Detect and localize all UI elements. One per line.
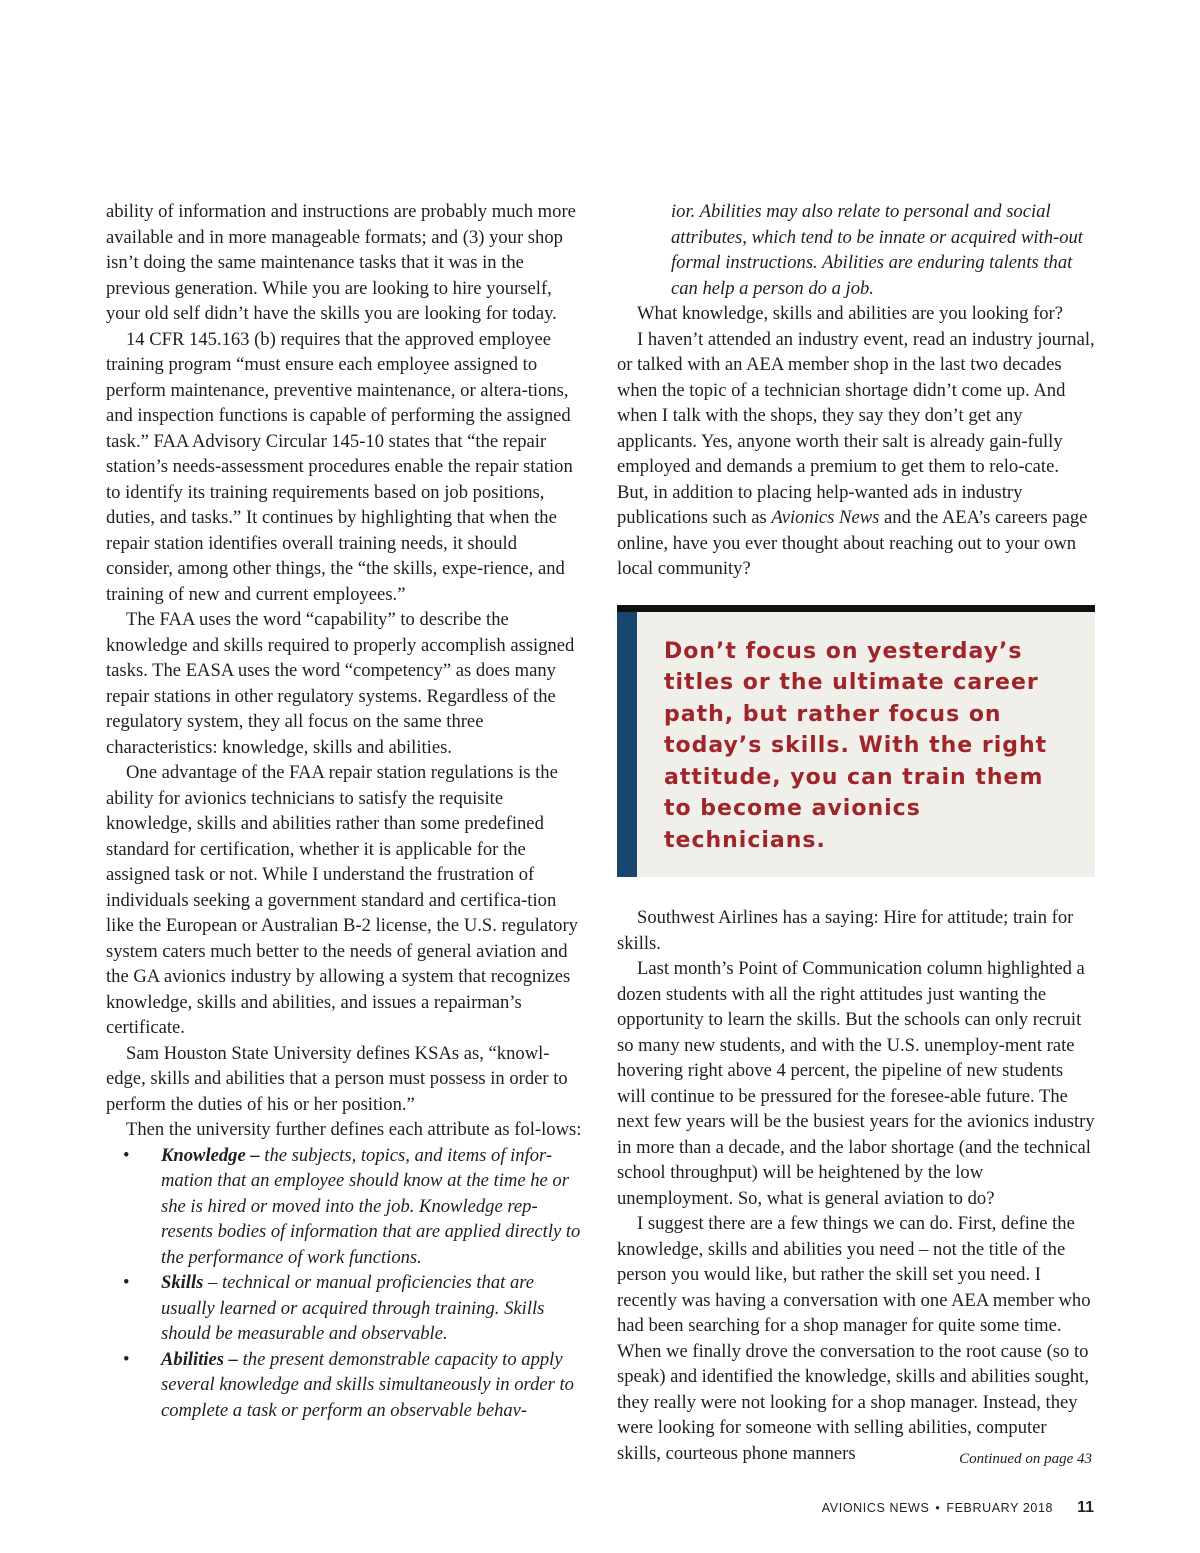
continued-note: Continued on page 43 [959,1451,1092,1467]
body-paragraph: Sam Houston State University defines KSAs as, “knowl-edge, skills and abilities that a person must possess in order to perform the duties of his or her position.” [106,1042,568,1115]
body-paragraph: Then the university further defines each attribute as fol-lows: [126,1119,582,1140]
definition-text: – technical or manual proficiencies that are usually learned or acquired through training. Skills should be measurable and observable. [161,1272,545,1344]
list-item [106,1270,584,1347]
text-run: I haven’t attended an industry event, read an industry journal, or talked with an AEA member shop in the last two decades when the topic of a technician shortage didn’t come up. And when I talk with the shops, they say they don’t get any applicants. Yes, anyone worth their salt is already gain-fully employed and demands a premium to get them to relo-cate. But, in addition to placing help-wanted ads in industry publications such as [617,328,1095,528]
definition-text: the present demonstrable capacity to apply several knowledge and skills simultaneously in order to complete a task or perform an observable behav- [161,1348,574,1421]
definition-term: Skills [161,1272,204,1293]
body-paragraph: Last month’s Point of Communication column highlighted a dozen students with all the right attitudes just wanting the opportunity to learn the skills. But the schools can only recruit so many new students, and with the U.S. unemploy-ment rate hovering right above 4 percent, the pipeline of new students will continue to be pressured for the foresee-able future. The next few years will be the busiest years for the avionics industry in more than a decade, and the labor shortage (and the technical school throughput) will be heightened by the low unemployment. So, what is general aviation to do? [617,958,1095,1209]
definition-text: the subjects, topics, and items of infor-mation that an employee should know at the time he or she is hired or moved into the job. Knowledge rep-resents bodies of information that are applied directly to the performance of work functions. [161,1144,581,1268]
pull-quote-text: Don’t focus on yesterday’s titles or the ultimate career path, but rather focus on today’s skills. With the right attitude, you can train them to become avionics technicians. [664,638,1048,853]
body-paragraph: What knowledge, skills and abilities are you looking for? [637,303,1064,324]
definition-term: Abilities – [161,1348,238,1370]
body-paragraph: I suggest there are a few things we can do. First, define the knowledge, skills and abilities you need – not the title of the person you would like, but rather the skill set you need. I recently was having a conversation with one AEA member who had been searching for a shop manager for quite some time. When we finally drove the conversation to the root cause (so to speak) and identified the knowledge, skills and abilities sought, they really were not looking for a shop manager. Instead, they were looking for someone with selling abilities, computer skills, courteous phone manners [617,1213,1091,1464]
bullet-glyph: • [123,1144,130,1166]
body-paragraph: One advantage of the FAA repair station regulations is the ability for avionics technicians to satisfy the requisite knowledge, skills and abilities rather than some predefined standard for certification, whether it is applicable for the assigned task or not. While I understand the frustration of individuals seeking a government standard and certifica-tion like the European or Australian B-2 license, the U.S. regulatory system caters much better to the needs of general aviation and the GA avionics industry by allowing a system that recognizes knowledge, skills and abilities, and issues a repairman’s certificate. [106,762,578,1038]
body-paragraph: Southwest Airlines has a saying: Hire for attitude; train for skills. [617,907,1074,954]
footer-issue: FEBRUARY 2018 [946,1501,1054,1515]
pull-quote [617,605,1095,878]
body-paragraph: The FAA uses the word “capability” to describe the knowledge and skills required to properly accomplish assigned tasks. The EASA uses the word “competency” as does many repair stations in other regulatory systems. Regardless of the regulatory system, they all focus on the same three characteristics: knowledge, skills and abilities. [106,609,575,758]
definition-term: Knowledge – [161,1144,260,1166]
page-footer [822,1499,1094,1517]
body-paragraph [617,327,1095,582]
publication-title: Avionics News [771,507,880,528]
page-number: 11 [1077,1499,1094,1516]
body-paragraph: 14 CFR 145.163 (b) requires that the approved employee training program “must ensure each employee assigned to perform maintenance, preventive maintenance, or altera-tions, and inspection functions is capable of performing the assigned task.” FAA Advisory Circular 145-10 states that “the repair station’s needs-assessment procedures enable the repair station to identify its training requirements based on job positions, duties, and tasks.” It continues by highlighting that when the repair station identifies overall training needs, it should consider, among other things, the “the skills, expe-rience, and training of new and current employees.” [106,328,573,605]
bullet-glyph: • [123,1272,130,1293]
footer-separator: • [935,1501,941,1515]
list-continuation: ior. Abilities may also relate to personal and social attributes, which tend to be innate or acquired with-out formal instructions. Abilities are enduring talents that can help a person do a job. [671,201,1083,299]
pull-quote-accent-bar [617,612,637,878]
left-column [106,199,584,1423]
right-column [617,199,1095,1466]
bullet-glyph: • [123,1348,130,1370]
footer-publication: AVIONICS NEWS [821,1501,930,1515]
ksa-definition-list [106,1143,584,1424]
list-item [106,1347,584,1424]
text-run: and the AEA’s careers page online, have you ever thought about reaching out to your own local community? [617,507,1088,579]
body-paragraph: ability of information and instructions are probably much more available and in more manageable formats; and (3) your shop isn’t doing the same maintenance tasks that it was in the previous generation. While you are looking to hire yourself, your old self didn’t have the skills you are looking for today. [106,201,576,324]
list-item [106,1143,584,1271]
